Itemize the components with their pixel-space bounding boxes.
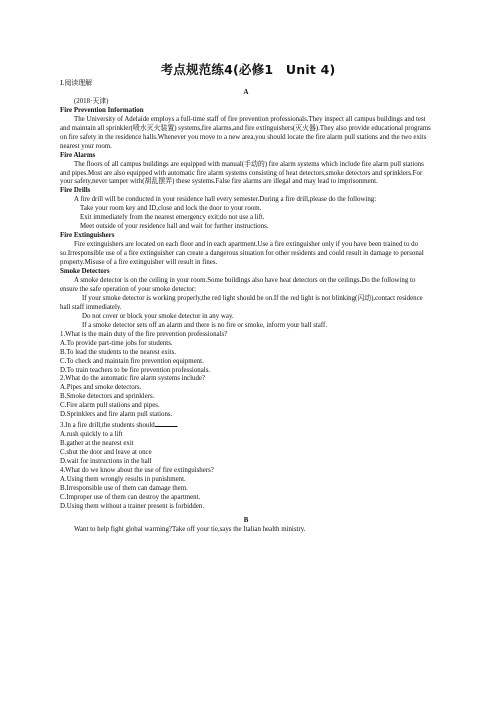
answer-option: C.Fire alarm pull stations and pipes. <box>60 402 160 410</box>
question-stem-end: . <box>176 422 179 430</box>
answer-option: C.shut the door and leave at once <box>60 449 152 457</box>
question-stem <box>60 420 432 431</box>
smoke-detectors-paragraph: If your smoke detector is working properly,the red light should be on.If the red light is not blinking(闪动),contact residence hall staff immediately. <box>60 294 423 311</box>
smoke-detectors-paragraph: If a smoke detector sets off an alarm and there is no fire or smoke, inform your hall staff. <box>82 321 328 329</box>
fire-alarms-paragraph: The floors of all campus buildings are equipped with manual(手动的) fire alarm systems which include fire alarm pull stations and pipes.Most are also equipped with automatic fire alarm systems consisting of heat detectors,smoke detectors and sprinklers.For your safety,never tamper with(胡乱摆弄) these systems.False fire alarms are illegal and may lead to imprisonment. <box>60 160 424 186</box>
question-stem: 4.What do we know about the use of fire extinguishers? <box>60 466 214 474</box>
answer-option: A.Using them wrongly results in punishment. <box>60 475 186 483</box>
answer-option: C.Improper use of them can destroy the apartment. <box>60 493 201 501</box>
fire-extinguishers-paragraph: Fire extinguishers are located on each floor and in each apartment.Use a fire extinguisher only if you have been trained to do so.Irresponsible use of a fire extinguisher can create a dangerous situation for other residents and could result in damage to personal property.Misuse of a fire extinguisher will result in fines. <box>60 241 424 267</box>
smoke-detectors-paragraph: A smoke detector is on the ceiling in your room.Some buildings also have heat detectors on the ceilings.Do the following to ensure the safe operation of your smoke detector: <box>60 276 416 293</box>
answer-option: D.To train teachers to be fire prevention professionals. <box>60 366 211 374</box>
drill-step: Meet outside of your residence hall and wait for further instructions. <box>80 223 269 231</box>
answer-option: B.gather at the nearest exit <box>60 440 134 448</box>
question-stem: 2.What do the automatic fire alarm systems include? <box>60 375 206 383</box>
passage-a-heading: Fire Prevention Information <box>60 106 144 114</box>
passage-a-source: (2018·天津) <box>74 97 109 105</box>
fire-drills-heading: Fire Drills <box>60 187 91 195</box>
answer-option: B.To lead the students to the nearest exits. <box>60 348 177 356</box>
drill-step: Exit immediately from the nearest emergency exit;do not use a lift. <box>80 214 265 222</box>
passage-b-label: B <box>243 516 249 524</box>
passage-b-first-line: Want to help fight global warming?Take off your tie,says the Italian health ministry. <box>74 525 306 533</box>
answer-option: D.Using them without a trainer present is forbidden. <box>60 502 205 510</box>
fire-alarms-heading: Fire Alarms <box>60 151 96 159</box>
page-title: 考点规范练4(必修1 Unit 4) <box>160 62 336 77</box>
intro-paragraph: The University of Adelaide employs a full-time staff of fire prevention professionals.They inspect all campus buildings and test and maintain all sprinkler(喷水灭火装置) systems,fire alarms,and fire extinguishers(灭火器).They also provide educational programs on fire safety in the residence halls.Whenever you move to a new area,you should locate the fire alarm pull stations and the two exits nearest your room. <box>60 115 431 150</box>
answer-option: B.Irresponsible use of them can damage them. <box>60 484 188 492</box>
answer-option: D.wait for instructions in the hall <box>60 458 152 466</box>
fire-drills-paragraph: A fire drill will be conducted in your residence hall every semester.During a fire drill,please do the following: <box>74 196 377 204</box>
passage-a-label: A <box>243 88 249 96</box>
smoke-detectors-paragraph: Do not cover or block your smoke detector in any way. <box>82 312 234 320</box>
question-stem-text: 3.In a fire drill,the students should <box>60 422 155 430</box>
answer-blank <box>155 420 179 430</box>
smoke-detectors-heading: Smoke Detectors <box>60 268 110 276</box>
answer-option: A.To provide part-time jobs for students. <box>60 339 173 347</box>
fire-extinguishers-heading: Fire Extinguishers <box>60 232 115 240</box>
answer-option: D.Sprinklers and fire alarm pull stations. <box>60 411 173 419</box>
question-stem: 1.What is the main duty of the fire prevention professionals? <box>60 330 228 338</box>
answer-option: A.rush quickly to a lift <box>60 431 123 439</box>
answer-option: A.Pipes and smoke detectors. <box>60 384 142 392</box>
answer-option: C.To check and maintain fire prevention equipment. <box>60 357 204 365</box>
drill-step: Take your room key and ID,close and lock the door to your room. <box>80 205 262 213</box>
section-heading: Ⅰ.阅读理解 <box>60 80 93 87</box>
answer-option: B.Smoke detectors and sprinklers. <box>60 393 155 401</box>
document-body <box>60 80 432 535</box>
